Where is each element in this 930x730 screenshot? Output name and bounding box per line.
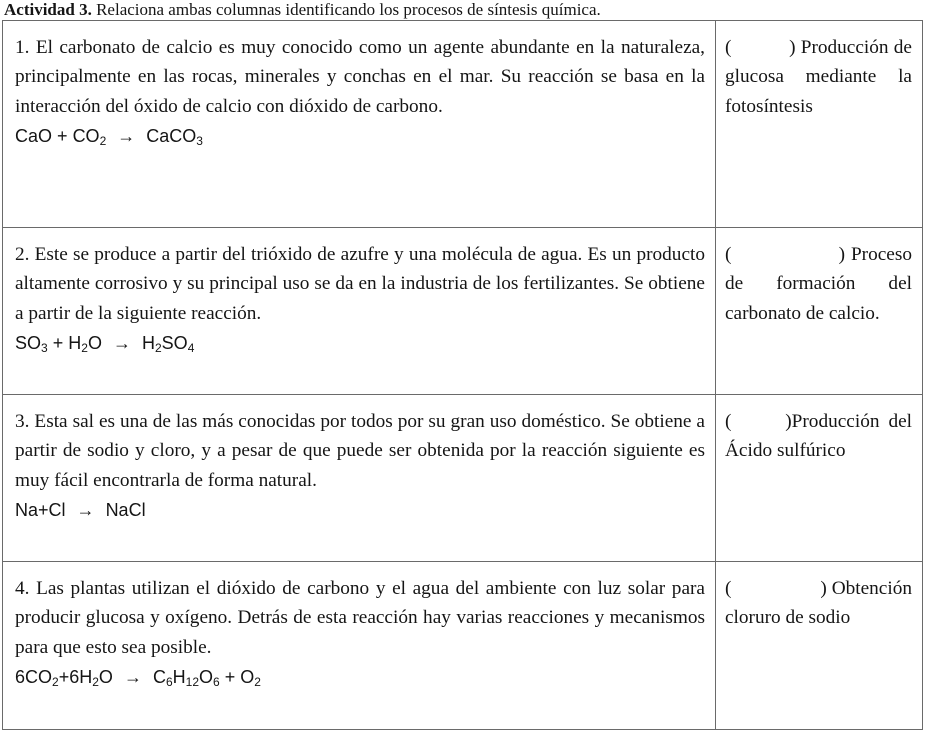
option-text bbox=[725, 407, 912, 466]
option-label: Proceso de formación del carbonato de calcio. bbox=[725, 244, 912, 324]
activity-label: Actividad 3. bbox=[4, 0, 92, 19]
description-cell bbox=[3, 562, 716, 730]
answer-blank[interactable]: ( ) bbox=[725, 411, 792, 432]
answer-blank[interactable]: ( ) bbox=[725, 37, 796, 58]
option-label: Producción del Ácido sulfúrico bbox=[725, 411, 912, 462]
eq-arrow: → bbox=[76, 499, 95, 520]
eq-subscript: 2 bbox=[81, 340, 88, 355]
eq-term: NaCl bbox=[105, 499, 146, 520]
eq-term: H bbox=[172, 666, 186, 687]
activity-instruction: Relaciona ambas columnas identificando los procesos de síntesis química. bbox=[96, 0, 601, 19]
description-text: 3. Esta sal es una de las más conocidas por todos por su gran uso doméstico. Se obtiene a partir de sodio y cloro, y a pesar de que puede ser obtenida por la reacción siguiente es muy fácil encontrarla de forma natural. bbox=[15, 411, 705, 491]
answer-blank[interactable]: ( ) bbox=[725, 578, 827, 599]
eq-term: SO bbox=[161, 332, 188, 353]
eq-plus: + bbox=[52, 332, 64, 353]
eq-term: 6CO bbox=[15, 666, 53, 687]
eq-term: +6H bbox=[58, 666, 93, 687]
eq-term: SO bbox=[15, 332, 42, 353]
eq-subscript: 12 bbox=[185, 674, 200, 689]
eq-term: C bbox=[152, 666, 166, 687]
option-label: Producción de glucosa mediante la fotosíntesis bbox=[725, 37, 912, 117]
description-text: 2. Este se produce a partir del trióxido de azufre y una molécula de agua. Es un producto altamente corrosivo y su principal uso se da en la industria de los fertilizantes. Se obtiene a partir de la siguiente reacción. bbox=[15, 244, 705, 324]
option-cell bbox=[716, 395, 923, 562]
chemical-equation bbox=[15, 662, 705, 692]
chemical-equation bbox=[15, 328, 705, 358]
table-row bbox=[3, 228, 923, 395]
eq-term: O bbox=[87, 332, 102, 353]
eq-subscript: 2 bbox=[92, 674, 99, 689]
description-text: 4. Las plantas utilizan el dióxido de carbono y el agua del ambiente con luz solar para producir glucosa y oxígeno. Detrás de esta reacción hay varias reacciones y mecanismos para que esto sea posible. bbox=[15, 578, 705, 658]
option-cell bbox=[716, 562, 923, 730]
eq-term: Na+Cl bbox=[15, 499, 66, 520]
eq-subscript: 6 bbox=[213, 674, 220, 689]
chemical-equation bbox=[15, 121, 705, 151]
eq-arrow: → bbox=[117, 125, 136, 146]
option-label: Obtención cloruro de sodio bbox=[725, 578, 913, 629]
eq-term: CO bbox=[72, 125, 100, 146]
description-cell bbox=[3, 21, 716, 228]
eq-subscript: 3 bbox=[196, 133, 203, 148]
option-cell bbox=[716, 21, 923, 228]
eq-term: CaCO bbox=[146, 125, 197, 146]
description-cell bbox=[3, 228, 716, 395]
option-text bbox=[725, 33, 912, 121]
table-row bbox=[3, 21, 923, 228]
eq-subscript: 3 bbox=[41, 340, 48, 355]
eq-term: H bbox=[68, 332, 82, 353]
eq-subscript: 2 bbox=[154, 340, 162, 355]
eq-plus: + bbox=[57, 125, 68, 146]
eq-term: O bbox=[98, 666, 113, 687]
table-row bbox=[3, 562, 923, 730]
eq-arrow: → bbox=[123, 666, 142, 687]
eq-term: + O bbox=[224, 666, 255, 687]
eq-term: H bbox=[141, 332, 155, 353]
eq-arrow: → bbox=[112, 332, 131, 353]
activity-title bbox=[4, 0, 601, 20]
description-text: 1. El carbonato de calcio es muy conocido como un agente abundante en la naturaleza, principalmente en las rocas, minerales y conchas en el mar. Su reacción se basa en la interacción del óxido de calcio con dióxido de carbono. bbox=[15, 37, 705, 117]
answer-blank[interactable]: ( ) bbox=[725, 244, 845, 265]
eq-subscript: 2 bbox=[254, 674, 261, 689]
chemical-equation bbox=[15, 495, 705, 525]
eq-subscript: 2 bbox=[99, 133, 107, 148]
eq-subscript: 6 bbox=[165, 674, 173, 689]
option-text bbox=[725, 240, 912, 328]
matching-table bbox=[2, 20, 923, 730]
table-row bbox=[3, 395, 923, 562]
option-cell bbox=[716, 228, 923, 395]
description-cell bbox=[3, 395, 716, 562]
eq-subscript: 2 bbox=[52, 674, 59, 689]
eq-term: CaO bbox=[15, 125, 53, 146]
eq-subscript: 4 bbox=[187, 340, 195, 355]
eq-term: O bbox=[199, 666, 214, 687]
option-text bbox=[725, 574, 912, 633]
